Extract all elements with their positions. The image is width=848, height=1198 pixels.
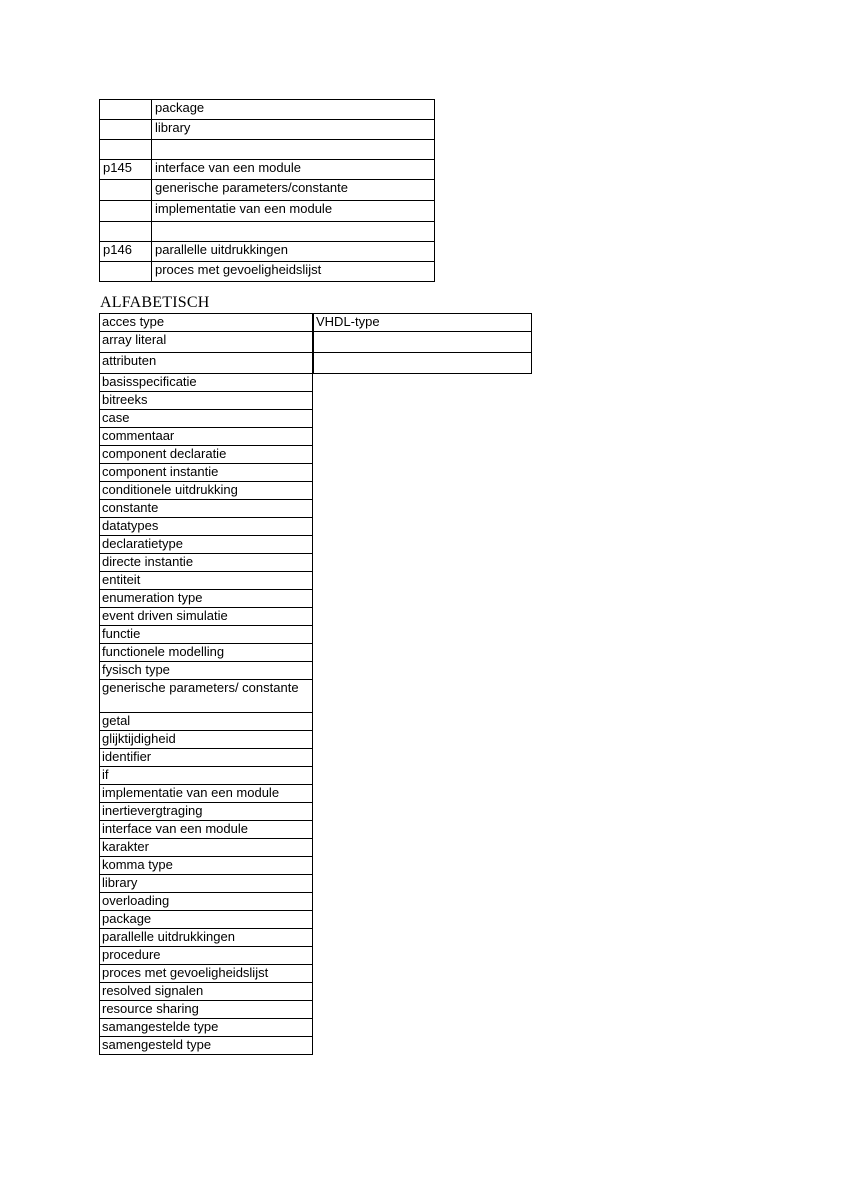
term-row — [100, 821, 313, 839]
term-row — [100, 590, 313, 608]
vhdl-row — [314, 353, 532, 374]
term-cell: parallelle uitdrukkingen — [100, 929, 313, 947]
vhdl-type-table — [313, 313, 532, 374]
term-row — [100, 410, 313, 428]
term-cell: package — [100, 911, 313, 929]
term-row — [100, 983, 313, 1001]
term-row — [100, 353, 313, 374]
term-row — [100, 554, 313, 572]
page-ref-cell: p146 — [100, 242, 152, 262]
term-cell: fysisch type — [100, 662, 313, 680]
term-row — [100, 893, 313, 911]
term-cell: identifier — [100, 749, 313, 767]
term-row — [100, 857, 313, 875]
term-cell: datatypes — [100, 518, 313, 536]
term-row — [100, 767, 313, 785]
term-row — [100, 1037, 313, 1055]
term-cell: component declaratie — [100, 446, 313, 464]
topic-cell: library — [152, 120, 435, 140]
topic-cell: implementatie van een module — [152, 201, 435, 222]
term-row — [100, 965, 313, 983]
term-cell: komma type — [100, 857, 313, 875]
term-row — [100, 536, 313, 554]
term-cell: procedure — [100, 947, 313, 965]
term-cell: directe instantie — [100, 554, 313, 572]
term-cell: bitreeks — [100, 392, 313, 410]
term-cell: karakter — [100, 839, 313, 857]
term-cell: proces met gevoeligheidslijst — [100, 965, 313, 983]
topic-row — [100, 222, 435, 242]
term-row — [100, 713, 313, 731]
term-cell: implementatie van een module — [100, 785, 313, 803]
term-row — [100, 785, 313, 803]
term-row — [100, 662, 313, 680]
term-row — [100, 626, 313, 644]
term-row — [100, 446, 313, 464]
term-cell: entiteit — [100, 572, 313, 590]
page-ref-cell — [100, 100, 152, 120]
page-ref-cell — [100, 120, 152, 140]
term-cell: declaratietype — [100, 536, 313, 554]
vhdl-cell — [314, 353, 532, 374]
term-cell: functie — [100, 626, 313, 644]
term-cell: library — [100, 875, 313, 893]
topic-cell — [152, 140, 435, 160]
term-cell: array literal — [100, 332, 313, 353]
topic-page-table — [99, 99, 435, 282]
term-cell: resource sharing — [100, 1001, 313, 1019]
term-row — [100, 749, 313, 767]
topic-row — [100, 262, 435, 282]
page-ref-cell: p145 — [100, 160, 152, 180]
term-cell: if — [100, 767, 313, 785]
vhdl-row — [314, 314, 532, 332]
topic-row — [100, 160, 435, 180]
vhdl-row — [314, 332, 532, 353]
term-cell: event driven simulatie — [100, 608, 313, 626]
page-ref-cell — [100, 201, 152, 222]
vhdl-cell: VHDL-type — [314, 314, 532, 332]
page-ref-cell — [100, 180, 152, 201]
term-row — [100, 608, 313, 626]
term-cell: generische parameters/ constante — [100, 680, 313, 713]
term-row — [100, 332, 313, 353]
term-row — [100, 839, 313, 857]
topic-row — [100, 201, 435, 222]
term-cell: commentaar — [100, 428, 313, 446]
term-cell: samengesteld type — [100, 1037, 313, 1055]
term-row — [100, 572, 313, 590]
vhdl-cell — [314, 332, 532, 353]
term-row — [100, 374, 313, 392]
topic-cell: proces met gevoeligheidslijst — [152, 262, 435, 282]
topic-row — [100, 100, 435, 120]
topic-cell: package — [152, 100, 435, 120]
term-cell: functionele modelling — [100, 644, 313, 662]
term-cell: component instantie — [100, 464, 313, 482]
term-row — [100, 314, 313, 332]
term-row — [100, 428, 313, 446]
term-cell: overloading — [100, 893, 313, 911]
topic-row — [100, 242, 435, 262]
term-cell: basisspecificatie — [100, 374, 313, 392]
topic-row — [100, 140, 435, 160]
alphabetical-terms-table — [99, 313, 313, 1055]
term-row — [100, 392, 313, 410]
term-row — [100, 929, 313, 947]
term-row — [100, 680, 313, 713]
topic-cell: parallelle uitdrukkingen — [152, 242, 435, 262]
term-row — [100, 644, 313, 662]
topic-row — [100, 180, 435, 201]
term-row — [100, 464, 313, 482]
term-cell: constante — [100, 500, 313, 518]
term-row — [100, 500, 313, 518]
term-cell: getal — [100, 713, 313, 731]
term-row — [100, 1019, 313, 1037]
term-cell: attributen — [100, 353, 313, 374]
page-ref-cell — [100, 262, 152, 282]
term-row — [100, 518, 313, 536]
term-row — [100, 911, 313, 929]
term-cell: inertievergtraging — [100, 803, 313, 821]
term-row — [100, 803, 313, 821]
term-cell: resolved signalen — [100, 983, 313, 1001]
term-row — [100, 947, 313, 965]
term-row — [100, 875, 313, 893]
term-cell: glijktijdigheid — [100, 731, 313, 749]
page-ref-cell — [100, 140, 152, 160]
term-cell: acces type — [100, 314, 313, 332]
page-ref-cell — [100, 222, 152, 242]
term-row — [100, 482, 313, 500]
topic-row — [100, 120, 435, 140]
topic-cell: generische parameters/constante — [152, 180, 435, 201]
term-cell: interface van een module — [100, 821, 313, 839]
term-row — [100, 731, 313, 749]
term-cell: samangestelde type — [100, 1019, 313, 1037]
term-row — [100, 1001, 313, 1019]
topic-cell — [152, 222, 435, 242]
section-title: ALFABETISCH — [100, 294, 210, 311]
term-cell: case — [100, 410, 313, 428]
term-cell: conditionele uitdrukking — [100, 482, 313, 500]
topic-cell: interface van een module — [152, 160, 435, 180]
term-cell: enumeration type — [100, 590, 313, 608]
